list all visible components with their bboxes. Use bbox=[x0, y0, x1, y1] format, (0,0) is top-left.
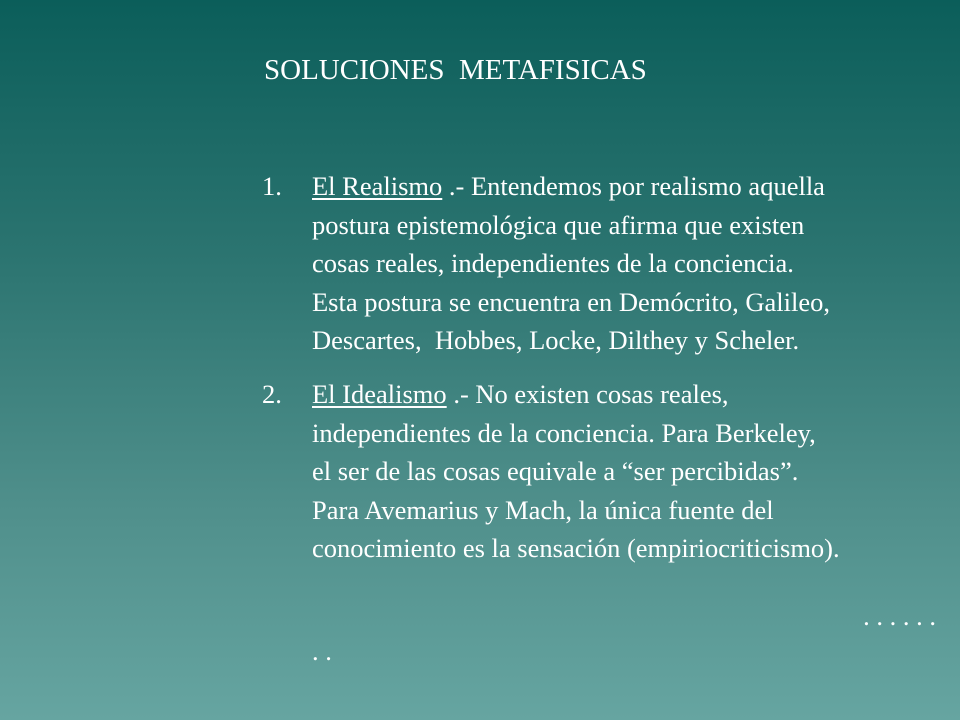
list-item-line: cosas reales, independientes de la conciencia. bbox=[312, 248, 794, 278]
list-item-line: Descartes, Hobbes, Locke, Dilthey y Scheler. bbox=[312, 325, 800, 355]
list-item-text: .- Entendemos por realismo aquella bbox=[442, 171, 825, 201]
list-item-body bbox=[312, 375, 952, 568]
list-item-line bbox=[312, 167, 952, 206]
list-item-line: postura epistemológica que afirma que existen bbox=[312, 209, 805, 240]
list-item-number: 1. bbox=[262, 171, 282, 201]
continuation-dots: . . . . . . bbox=[863, 601, 936, 631]
list-item-line: Para Avemarius y Mach, la única fuente del bbox=[312, 494, 774, 525]
slide-title: SOLUCIONES METAFISICAS bbox=[264, 54, 647, 86]
list-item-heading: El Realismo bbox=[312, 171, 443, 201]
list-item-heading: El Idealismo bbox=[312, 379, 447, 409]
list-item-line: Esta postura se encuentra en Demócrito, Galileo, bbox=[312, 286, 831, 317]
list-item-line: conocimiento es la sensación (empiriocriticismo). bbox=[312, 533, 840, 563]
list-item-line: el ser de las cosas equivale a “ser percibidas”. bbox=[312, 456, 799, 486]
list-item-line: independientes de la conciencia. Para Berkeley, bbox=[312, 417, 816, 448]
list-item-line bbox=[312, 375, 952, 414]
list-item-number: 2. bbox=[262, 379, 282, 409]
list-item-text: .- No existen cosas reales, bbox=[446, 379, 729, 409]
list-item-body bbox=[312, 167, 952, 360]
continuation-dots-wrap: . . bbox=[312, 636, 332, 666]
